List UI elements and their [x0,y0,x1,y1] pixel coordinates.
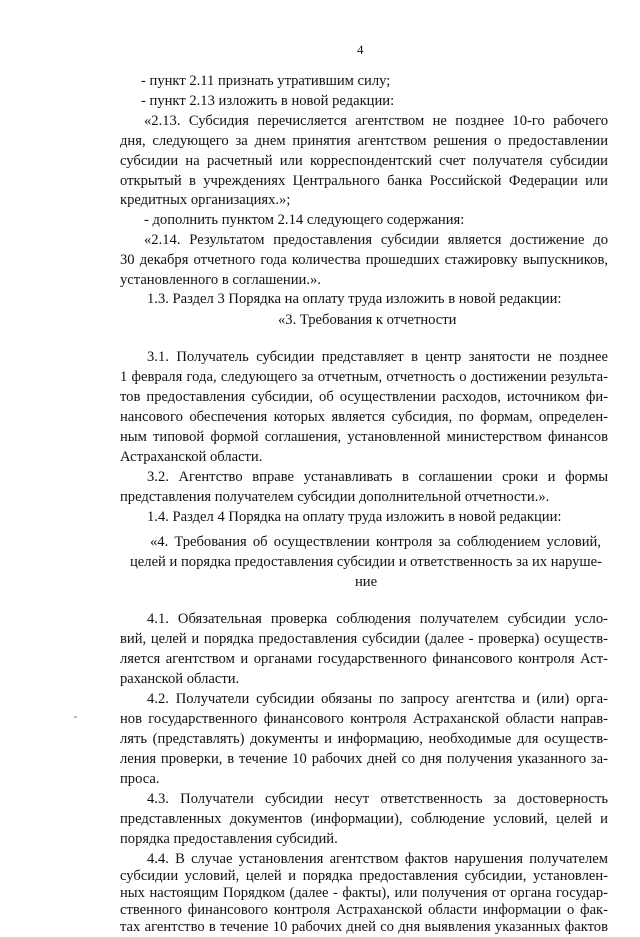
text-line: установленного в соглашении.». [120,272,321,288]
text-line: тов предоставления субсидии, об осуществлении расходов, источником фи- [120,389,608,405]
text-line: ным типовой формой соглашения, установленной министерством финансов [120,429,608,445]
section-heading: «4. Требования об осуществлении контроля за соблюдением условий, [150,534,601,550]
text-line: 4.1. Обязательная проверка соблюдения получателем субсидии усло- [147,611,608,627]
text-line: Астраханской области. [120,449,263,465]
section-heading: ние [355,574,378,590]
text-line: субсидии на расчетный или корреспондентский счет получателя субсидии [120,153,608,169]
text-line: 3.1. Получатель субсидии представляет в центр занятости не позднее [147,349,608,365]
scan-speck [74,716,77,718]
text-line: ственного финансового контроля Астраханской области информации о фак- [120,902,608,918]
text-line: нов государственного финансового контроля Астраханской области направ- [120,711,608,727]
text-line: проса. [120,771,160,787]
text-line: 1.3. Раздел 3 Порядка на оплату труда изложить в новой редакции: [147,291,562,307]
text-line: представленных документов (информации), соблюдение условий, целей и [120,811,608,827]
text-line: нансового обеспечения которых является субсидия, по формам, определен- [120,409,608,425]
text-line: представления получателем субсидии дополнительной отчетности.». [120,489,550,505]
text-line: тах агентство в течение 10 рабочих дней со дня выявления указанных фактов [120,919,608,935]
text-line: 1.4. Раздел 4 Порядка на оплату труда изложить в новой редакции: [147,509,562,525]
text-line: 4.4. В случае установления агентством фактов нарушения получателем [147,851,608,867]
text-line: «2.13. Субсидия перечисляется агентством не позднее 10-го рабочего [144,113,608,129]
text-line: порядка предоставления субсидий. [120,831,338,847]
text-line: открытый в учреждениях Центрального банка Российской Федерации или [120,173,608,189]
page-number: 4 [357,42,364,57]
text-line: 3.2. Агентство вправе устанавливать в соглашении сроки и формы [147,469,608,485]
text-line: лять (представлять) документы и информацию, необходимые для осуществ- [120,731,608,747]
text-line: субсидии условий, целей и порядка предоставления субсидии, установлен- [120,868,608,884]
text-line: кредитных организациях.»; [120,192,291,208]
text-line: 30 декабря отчетного года количества прошедших стажировку выпускников, [120,252,608,268]
text-line: - пункт 2.13 изложить в новой редакции: [141,93,395,109]
text-line: 4.2. Получатели субсидии обязаны по запросу агентства и (или) орга- [147,691,608,707]
text-line: 1 февраля года, следующего за отчетным, отчетность о достижении результа- [120,369,608,385]
text-line: - дополнить пунктом 2.14 следующего содержания: [144,212,465,228]
text-line: ляется агентством и органами государственного финансового контроля Аст- [120,651,608,667]
text-line: вий, целей и порядка предоставления субсидии (далее - проверка) осуществ- [120,631,608,647]
section-heading: «3. Требования к отчетности [278,312,457,328]
text-line: ных настоящим Порядком (далее - факты), или получения от органа государ- [120,885,608,901]
text-line: дня, следующего за днем принятия агентством решения о предоставлении [120,133,608,149]
section-heading: целей и порядка предоставления субсидии и ответственность за их наруше- [130,554,602,570]
text-line: - пункт 2.11 признать утратившим силу; [141,73,391,89]
text-line: ления проверки, в течение 10 рабочих дней со дня получения указанного за- [120,751,608,767]
text-line: раханской области. [120,671,240,687]
text-line: «2.14. Результатом предоставления субсидии является достижение до [144,232,608,248]
text-line: 4.3. Получатели субсидии несут ответственность за достоверность [147,791,608,807]
